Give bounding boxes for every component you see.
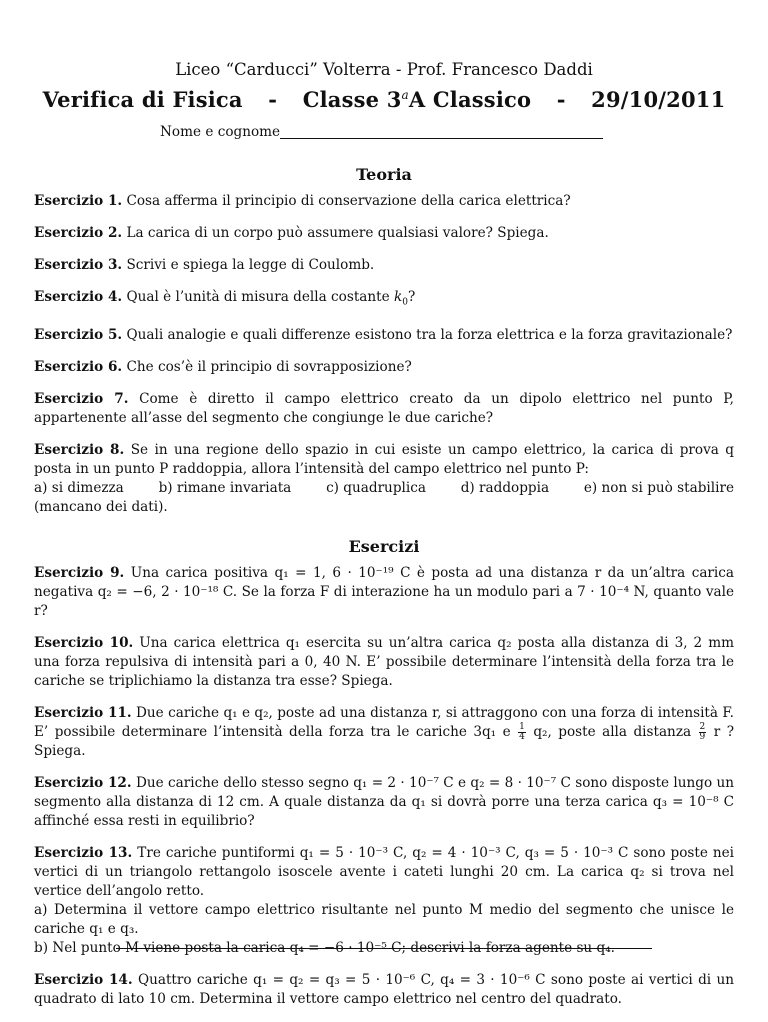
exam-page	[34, 60, 734, 1022]
option-b: b) rimane invariata	[158, 479, 292, 496]
exercise-11: Esercizio 11. Due cariche q₁ e q₂, poste ad una distanza r, si attraggono con una forza di intensità F. E’ possibile determinare l’intensità della forza tra le cariche 3q₁ e $\frac{1}{4}$ q₂, poste alla distanza $\frac{2}{9}$ r ? Spiega.	[34, 704, 734, 759]
section-teoria: Teoria	[356, 165, 412, 184]
page-title	[34, 87, 734, 112]
title-class: Classe 3$^a$A Classico	[302, 87, 532, 112]
option-e: e) non si può stabilire	[583, 479, 734, 496]
exercise-7: Esercizio 7. Come è diretto il campo elettrico creato da un dipolo elettrico nel punto P, appartenente all’asse del segmento che congiunge le due cariche?	[34, 390, 735, 426]
school-header: Liceo “Carducci” Volterra - Prof. Francesco Daddi	[175, 60, 593, 79]
exercise-2: Esercizio 2. La carica di un corpo può assumere qualsiasi valore? Spiega.	[34, 225, 549, 241]
exercise-13: Esercizio 13. Tre cariche puntiformi q₁ = 5 · 10⁻³ C, q₂ = 4 · 10⁻³ C, q₃ = 5 · 10⁻³ C sono poste nei vertici di un triangolo rettangolo isoscele avente i cateti lunghi 20 cm. La carica q₂ si trova nel vertice dell’angolo retto. a) Determina il vettore campo elettrico risultante nel punto M medio del segmento che unisce le cariche q₁ e q₃. b) Nel punto M viene posta la carica q₄ = −6 · 10⁻⁵ C; descrivi la forza agente su q₄.	[34, 844, 734, 956]
section-esercizi: Esercizi	[348, 536, 420, 556]
fraction-one-quarter: $\frac{1}{4}$	[519, 721, 525, 742]
exercise-12: Esercizio 12. Due cariche dello stesso segno q₁ = 2 · 10⁻⁷ C e q₂ = 8 · 10⁻⁷ C sono disposte lungo un segmento alla distanza di 12 cm. A quale distanza da q₁ si dovrà porre una terza carica q₃ = 10⁻⁸ C affinché essa resti in equilibrio?	[34, 774, 734, 829]
exercise-14: Esercizio 14. Quattro cariche q₁ = q₂ = q₃ = 5 · 10⁻⁶ C, q₄ = 3 · 10⁻⁶ C sono poste ai vertici di un quadrato di lato 10 cm. Determina il vettore campo elettrico nel centro del quadrato.	[34, 971, 734, 1007]
fraction-two-ninths: $\frac{2}{9}$	[699, 721, 706, 742]
exercise-4: Esercizio 4. Qual è l’unità di misura della costante $k_0$?	[34, 289, 416, 308]
name-label: Nome e cognome	[160, 124, 281, 140]
title-separator: -	[268, 87, 278, 112]
name-line[interactable]	[280, 138, 603, 139]
exercise-13-part-a: a) Determina il vettore campo elettrico risultante nel punto M medio del segmento che unisce le cariche q₁ e q₃.	[34, 901, 734, 937]
title-subject: Verifica di Fisica	[42, 87, 243, 112]
exercise-3: Esercizio 3. Scrivi e spiega la legge di Coulomb.	[34, 257, 375, 273]
exercise-8-options	[34, 479, 734, 498]
exercise-9: Esercizio 9. Una carica positiva q₁ = 1, 6 · 10⁻¹⁹ C è posta ad una distanza r da un’altra carica negativa q₂ = −6, 2 · 10⁻¹⁸ C. Se la forza F di interazione ha un modulo pari a 7 · 10⁻⁴ N, quanto vale r?	[34, 564, 734, 619]
exercise-5: Esercizio 5. Quali analogie e quali differenze esistono tra la forza elettrica e la forza gravitazionale?	[34, 326, 733, 343]
option-c: c) quadruplica	[326, 479, 426, 496]
option-d: d) raddoppia	[460, 479, 550, 496]
title-date: 29/10/2011	[591, 87, 726, 112]
title-separator-2: -	[556, 87, 566, 112]
bottom-divider	[116, 948, 652, 949]
exercise-8: Esercizio 8. Se in una regione dello spazio in cui esiste un campo elettrico, la carica di prova q posta in un punto P raddoppia, allora l’intensità del campo elettrico nel punto P: a) si dimezza b) rimane invariata c) quadruplica d) raddoppia e) non si può stabilire (mancano dei dati).	[34, 441, 735, 515]
option-a: a) si dimezza	[34, 479, 124, 496]
option-e-tail: (mancano dei dati).	[34, 498, 168, 515]
exercise-13-part-b: b) Nel punto M viene posta la carica q₄ = −6 · 10⁻⁵ C; descrivi la forza agente su q₄.	[34, 939, 615, 956]
exercise-10: Esercizio 10. Una carica elettrica q₁ esercita su un’altra carica q₂ posta alla distanza di 3, 2 mm una forza repulsiva di intensità pari a 0, 40 N. E’ possibile determinare l’intensità della forza tra le cariche se triplichiamo la distanza tra esse? Spiega.	[34, 634, 734, 689]
exercise-1: Esercizio 1. Cosa afferma il principio di conservazione della carica elettrica?	[34, 193, 571, 209]
name-field-row	[34, 124, 734, 146]
exercise-6: Esercizio 6. Che cos’è il principio di sovrapposizione?	[34, 358, 412, 375]
